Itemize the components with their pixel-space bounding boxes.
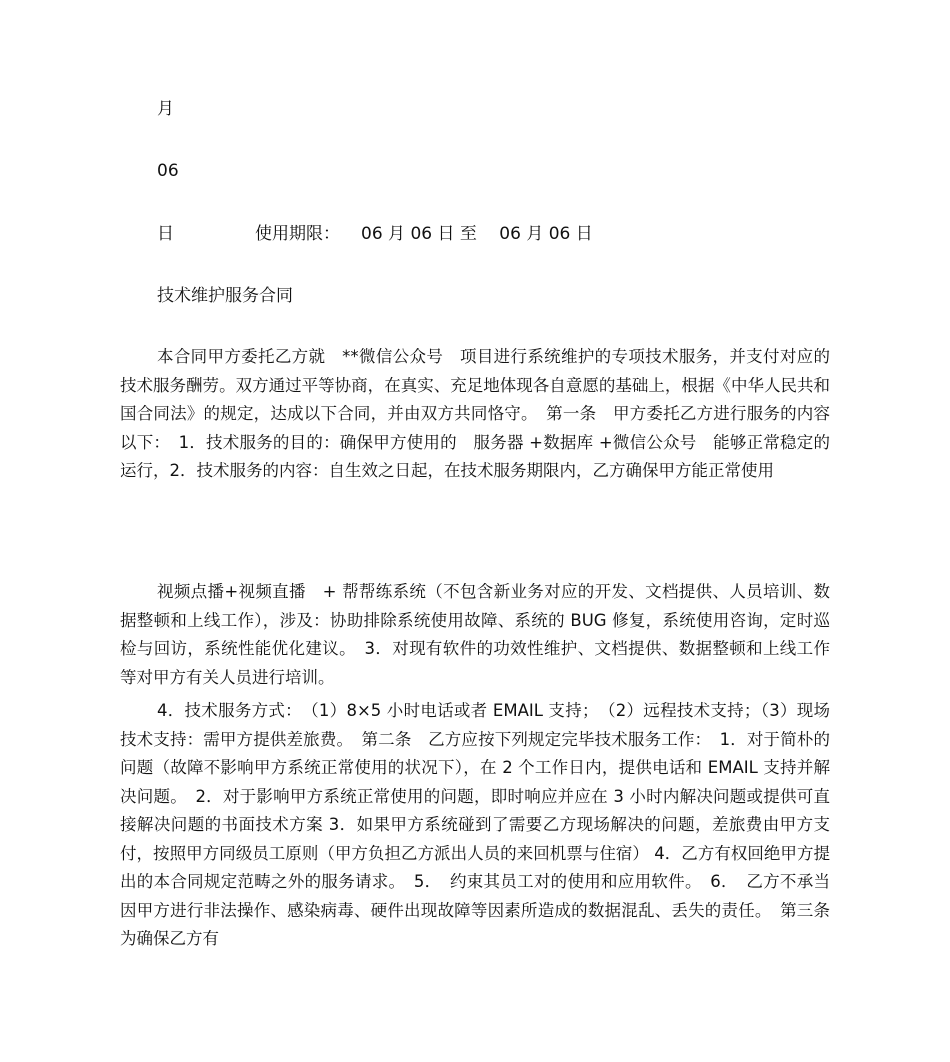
usage-term-value: 06 月 06 日 至 06 月 06 日 — [361, 224, 593, 244]
paragraph-1: 本合同甲方委托乙方就 **微信公众号 项目进行系统维护的专项技术服务，并支付对应的技术服务酬劳。双方通过平等协商，在真实、充足地体现各自意愿的基础上，根据《中华人民共和国合同法》的规定，达成以下合同，并由双方共同恪守。 第一条 甲方委托乙方进行服务的内容以下： 1．技术服务的目的：确保甲方使用的 服务器 +数据库 +微信公众号 能够正常稳定的运行，2．技术服务的内容：自生效之日起，在技术服务期限内，乙方确保甲方能正常使用 — [120, 347, 830, 480]
paragraph-2: 视频点播+视频直播 + 帮帮练系统（不包含新业务对应的开发、文档提供、人员培训、数据整顿和上线工作），涉及：协助排除系统使用故障、系统的 BUG 修复，系统使用咨询，定时巡检与回访，系统性能优化建议。 3．对现有软件的功效性维护、文档提供、数据整顿和上线工作等对甲方有关人员进行培训。 — [120, 582, 830, 687]
usage-term-label: 使用期限： — [255, 224, 340, 244]
document-title: 技术维护服务合同 — [157, 286, 293, 306]
month-number: 06 — [157, 161, 179, 181]
usage-term-line — [157, 222, 593, 246]
paragraph-3: 4．技术服务方式： （1）8×5 小时电话或者 EMAIL 支持； （2）远程技术支持；（3）现场技术支持：需甲方提供差旅费。 第二条 乙方应按下列规定完毕技术服务工作： 1．对于简朴的问题（故障不影响甲方系统正常使用的状况下），在 2 个工作日内，提供电话和 EMAIL 支持并解决问题。 2．对于影响甲方系统正常使用的问题，即时响应并应在 3 小时内解决问题或提供可直接解决问题的书面技术方案 3．如果甲方系统碰到了需要乙方现场解决的问题，差旅费由甲方支付，按照甲方同级员工原则（甲方负担乙方派出人员的来回机票与住宿） 4．乙方有权回绝甲方提出的本合同规定范畴之外的服务请求。 5． 约束其员工对的使用和应用软件。 6． 乙方不承当因甲方进行非法操作、感染病毒、硬件出现故障等因素所造成的数据混乱、丢失的责任。 第三条 为确保乙方有 — [120, 701, 847, 948]
month-char: 月 — [157, 99, 174, 119]
day-char: 日 — [157, 224, 174, 244]
